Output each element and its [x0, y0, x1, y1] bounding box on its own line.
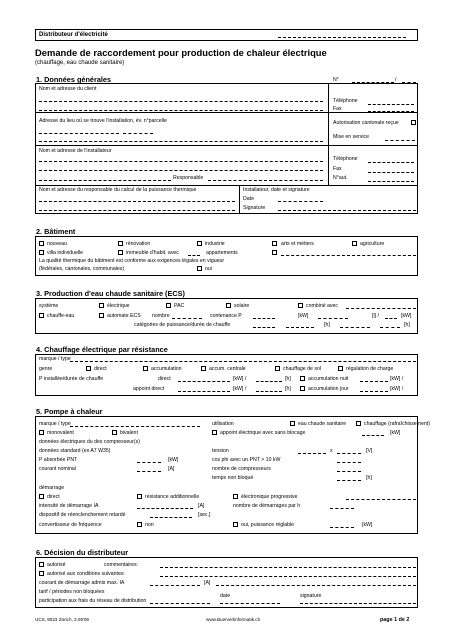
no-label: N°	[333, 77, 339, 83]
section-5-title: 5. Pompe à chaleur	[36, 407, 103, 416]
voltage-x: x	[330, 448, 333, 454]
categories-field-4[interactable]	[380, 327, 400, 328]
compressor-data-label: données électriques du des compresseur(s)	[39, 439, 140, 445]
s5-kw-unit: [kW]	[390, 430, 401, 436]
h-unit: [h]	[324, 322, 330, 328]
pac-checkbox[interactable]	[166, 303, 171, 308]
building-label: immeuble d'habit. avec	[126, 250, 179, 256]
trades-checkbox[interactable]	[272, 241, 277, 246]
signature-field[interactable]	[278, 210, 416, 211]
tariff-label: tarif / périodes non bloquées	[39, 589, 105, 595]
l-unit: [l] /	[372, 313, 379, 319]
service-field[interactable]	[385, 140, 415, 141]
bivalent-checkbox[interactable]	[112, 430, 117, 435]
s4-direct2-label: direct	[158, 376, 171, 382]
responsible-label: Responsable	[173, 175, 204, 181]
acc-day-kw-field[interactable]	[360, 391, 388, 392]
installer-fax-field[interactable]	[368, 172, 414, 173]
s4-kw2-unit: [kW] /	[390, 376, 404, 382]
combined-checkbox[interactable]	[298, 303, 303, 308]
new-label: nouveau	[47, 241, 67, 247]
cosphi-field[interactable]	[337, 462, 361, 463]
site-label: Adresse du lieu où se trouve l'installation, év. n°parcelle	[39, 118, 167, 124]
cosphi-label: cos phi avec un PNT > 10 kW	[212, 457, 281, 463]
voltage-label: tension	[212, 448, 229, 454]
comments-field-1[interactable]	[160, 567, 416, 568]
kw3-unit: [kW]	[362, 522, 373, 528]
installer-tel-field[interactable]	[368, 162, 414, 163]
appoint-h-field[interactable]	[256, 391, 282, 392]
auto-checkbox[interactable]	[99, 313, 104, 318]
s5-brand-field[interactable]	[70, 426, 200, 427]
start-label: démarrage	[39, 485, 65, 491]
contents-field[interactable]	[253, 318, 275, 319]
renovation-checkbox[interactable]	[118, 241, 123, 246]
industry-checkbox[interactable]	[197, 241, 202, 246]
converter-no-label: non	[145, 522, 154, 528]
kw2-unit-s5: [kW]	[168, 457, 179, 463]
s4-h3-unit: [h]	[285, 386, 291, 392]
installer-label: Nom et adresse de l'installateur	[39, 148, 112, 154]
no-slash: /	[395, 77, 397, 83]
s4-brand-field[interactable]	[70, 361, 416, 362]
use-label: utilisation	[212, 421, 234, 427]
distributor-field[interactable]	[278, 37, 406, 38]
categories-label: catégories de puissance/durée de chauffe	[134, 322, 231, 328]
distributor-label: Distributeur d'électricité	[39, 32, 108, 38]
installer-line-3a[interactable]	[39, 180, 171, 181]
service-label: Mise en service	[333, 134, 370, 140]
installer-line-1[interactable]	[39, 161, 323, 162]
section-1-title: 1. Données générales	[36, 75, 112, 84]
installer-tel-label: Téléphone	[333, 156, 358, 162]
calc-line-1[interactable]	[39, 201, 235, 202]
footer-left: UCS, 8023 Zürich, 2.05'09	[35, 617, 89, 622]
s4-central-checkbox[interactable]	[201, 366, 206, 371]
appoint-block-label: appoint électrique avec sans blocage	[220, 430, 306, 436]
block-time-field[interactable]	[337, 480, 361, 481]
pnt-field[interactable]	[137, 462, 161, 463]
n-compressors-label: nombre de compresseurs	[212, 466, 271, 472]
s4-direct-checkbox[interactable]	[86, 366, 91, 371]
h2-unit: [h]	[404, 322, 410, 328]
acc-day-checkbox[interactable]	[300, 386, 305, 391]
nominal-label: courant nominal	[39, 466, 76, 472]
progressive-label: électronique progressive	[241, 494, 298, 500]
number-field[interactable]	[172, 318, 202, 319]
section-3-title: 3. Production d'eau chaude sanitaire (ECS)	[36, 289, 185, 298]
appoint-checkbox[interactable]	[212, 430, 217, 435]
naut-field[interactable]	[368, 181, 414, 182]
electric-checkbox[interactable]	[99, 303, 104, 308]
s4-floor-label: chauffage de sol	[283, 366, 321, 372]
conditions-checkbox[interactable]	[39, 571, 44, 576]
categories-field-3[interactable]	[340, 327, 370, 328]
delay-label: dispositif de réenclenchement retardé	[39, 512, 126, 518]
cooling-checkbox[interactable]	[356, 421, 361, 426]
number-label: nombre	[152, 313, 170, 319]
a-unit-s6: [A]	[204, 580, 211, 586]
combined-label: combiné avec	[306, 303, 339, 309]
trades-label: arts et métiers	[281, 241, 314, 247]
date-label: Date	[243, 196, 254, 202]
building-checkbox[interactable]	[118, 250, 123, 255]
a2-unit: [A]	[198, 503, 205, 509]
boiler-checkbox[interactable]	[39, 313, 44, 318]
s4-central-label: accum. centrale	[209, 366, 246, 372]
intensity-field[interactable]	[137, 508, 193, 509]
acc-night-kw-field[interactable]	[360, 381, 388, 382]
individual-checkbox[interactable]	[39, 250, 44, 255]
s6-date-label: date	[220, 593, 231, 599]
building-other-field[interactable]	[281, 255, 416, 256]
pac-label: PAC	[174, 303, 185, 309]
progressive-field[interactable]	[346, 499, 416, 500]
comments-field-3[interactable]	[216, 585, 416, 586]
appoint-label: appoint direct	[133, 386, 165, 392]
v-unit: [V]	[366, 448, 373, 454]
current-label: courant de démarrage admis max. IA	[39, 580, 125, 586]
boiler-label: chauffe-eau	[47, 313, 75, 319]
s4-kw4-unit: [kW] /	[390, 386, 404, 392]
thermal-note-1: La qualité thermique du bâtiment est conforme aux exigences légales en vigueur	[39, 258, 225, 264]
section-6-title: 6. Décision du distributeur	[36, 548, 129, 557]
comments-field-2[interactable]	[160, 576, 416, 577]
start-direct-checkbox[interactable]	[39, 494, 44, 499]
s4-regulation-checkbox[interactable]	[338, 366, 343, 371]
site-line-2[interactable]	[39, 141, 323, 142]
solar-checkbox[interactable]	[226, 303, 231, 308]
client-tel-field[interactable]	[368, 104, 414, 105]
nominal-field[interactable]	[137, 471, 161, 472]
installer-fax-label: Fax	[333, 166, 342, 172]
power-label: P installée/durée de chauffe	[39, 376, 104, 382]
mono-checkbox[interactable]	[39, 430, 44, 435]
s4-floor-checkbox[interactable]	[275, 366, 280, 371]
cooling-label: chauffage (rafraîchissement)	[364, 421, 430, 427]
s4-kw3-unit: [kW] /	[233, 386, 247, 392]
h-unit-s5: [h]	[366, 475, 372, 481]
s4-direct-kw-field[interactable]	[178, 381, 230, 382]
individual-label: villa individuelle	[47, 250, 84, 256]
agriculture-checkbox[interactable]	[352, 241, 357, 246]
kw2-field[interactable]	[385, 318, 397, 319]
apartments-label: appartements	[206, 250, 238, 256]
kw-unit: [kW]	[298, 313, 309, 319]
system-label: système	[39, 303, 59, 309]
genre-label: genre	[39, 366, 53, 372]
date-field[interactable]	[278, 201, 323, 202]
add-res-label: résistance additionnelle	[145, 494, 200, 500]
litres-field[interactable]	[318, 318, 348, 319]
responsible-field[interactable]	[208, 180, 323, 181]
s4-direct-label: direct	[94, 366, 107, 372]
conditions-label: autorisé aux conditions suivantes:	[47, 571, 125, 577]
categories-field-2[interactable]	[286, 327, 314, 328]
intensity-label: intensité de démarrage IA	[39, 503, 99, 509]
authorized-checkbox[interactable]	[39, 562, 44, 567]
start-direct-label: direct	[47, 494, 60, 500]
s5-brand-label: marque / type	[39, 421, 71, 427]
voltage-field-2[interactable]	[337, 453, 361, 454]
voltage-field-1[interactable]	[298, 453, 326, 454]
contents-label: contenance P	[210, 313, 242, 319]
page-subtitle: (chauffage, eau chaude sanitaire)	[35, 60, 125, 66]
building-other-checkbox[interactable]	[272, 250, 277, 255]
s1-divider-v2	[239, 185, 240, 214]
s4-direct-h-field[interactable]	[256, 381, 282, 382]
client-tel-label: Téléphone	[333, 98, 358, 104]
auto-label: automate ECS	[107, 313, 141, 319]
s4-regulation-label: régulation de charge	[346, 366, 394, 372]
renovation-label: rénovation	[126, 241, 151, 247]
electric-label: électrique	[107, 303, 130, 309]
s4-kw-unit: [kW] /	[233, 376, 247, 382]
section-2-title: 2. Bâtiment	[36, 227, 76, 236]
starts-label: nombre de démarrages par h	[233, 503, 301, 509]
kw2-unit: [kW]	[401, 313, 412, 319]
s6-date-field[interactable]	[220, 603, 280, 604]
s4-accumulation-label: accumulation	[151, 366, 182, 372]
client-label: Nom et adresse du client	[39, 86, 97, 92]
authorization-checkbox[interactable]	[411, 120, 416, 125]
calc-line-2[interactable]	[39, 210, 235, 211]
participation-label: participation aux frais du réseau de distribution	[39, 598, 147, 604]
ecs-checkbox[interactable]	[290, 421, 295, 426]
footer-right: page 1 de 2	[380, 617, 410, 623]
converter-no-checkbox[interactable]	[137, 522, 142, 527]
apartments-field[interactable]	[188, 255, 200, 256]
current-field[interactable]	[150, 585, 200, 586]
s6-signature-label: signature	[300, 593, 322, 599]
s1-divider-h3	[35, 185, 418, 186]
mono-label: monovalent	[47, 430, 74, 436]
appoint-kw-field[interactable]	[362, 435, 384, 436]
s1-divider-v	[328, 83, 329, 185]
acc-night-checkbox[interactable]	[300, 376, 305, 381]
site-line-1b[interactable]	[123, 133, 153, 134]
participation-field[interactable]	[150, 603, 210, 604]
new-checkbox[interactable]	[39, 241, 44, 246]
s4-h-unit: [h]	[285, 376, 291, 382]
authorized-label: autorisé	[47, 562, 66, 568]
categories-field-1[interactable]	[253, 327, 275, 328]
converter-kw-field[interactable]	[330, 527, 354, 528]
signature-block-title: Installateur, date et signature	[243, 187, 310, 193]
no-field-2[interactable]	[402, 82, 416, 83]
client-fax-label: Fax	[333, 106, 342, 112]
acc-night-label: accumulation nuit	[308, 376, 349, 382]
combined-field[interactable]	[346, 308, 416, 309]
signature-label: Signature	[243, 205, 266, 211]
client-fax-field[interactable]	[368, 111, 414, 112]
s6-signature-field[interactable]	[300, 603, 416, 604]
sec-unit: [sec.]	[198, 512, 211, 518]
thermal-yes-label: oui	[205, 266, 212, 272]
s4-brand-label: marque / type	[39, 356, 71, 362]
converter-yes-checkbox[interactable]	[233, 522, 238, 527]
a-unit: [A]	[168, 466, 175, 472]
s1-divider-h1	[35, 112, 418, 113]
footer-center: www.Buerverlinformatik.ch	[206, 617, 261, 622]
thermal-yes-checkbox[interactable]	[197, 266, 202, 271]
industry-label: industrie	[205, 241, 225, 247]
bivalent-label: bivalent	[120, 430, 138, 436]
converter-yes-label: oui, puissance réglable	[241, 522, 295, 528]
site-line-1[interactable]	[39, 133, 119, 134]
thermal-note-2: (fédérales, cantonales, communales)	[39, 266, 125, 272]
authorization-label: Autorisation cantonale reçue	[333, 120, 399, 126]
ecs-label: eau chaude sanitaire	[298, 421, 347, 427]
progressive-checkbox[interactable]	[233, 494, 238, 499]
no-field-1[interactable]	[352, 82, 394, 83]
installer-line-2[interactable]	[39, 170, 323, 171]
naut-label: N°aut.	[333, 175, 348, 181]
delay-field[interactable]	[150, 517, 192, 518]
pnt-label: P absorbée PNT	[39, 457, 78, 463]
section-4-title: 4. Chauffage électrique par résistance	[36, 345, 168, 354]
s4-accumulation-checkbox[interactable]	[143, 366, 148, 371]
appoint-kw-field[interactable]	[178, 391, 230, 392]
block-time-label: temps non bloqué	[212, 475, 254, 481]
n-compressors-field[interactable]	[337, 471, 361, 472]
solar-label: solaire	[234, 303, 250, 309]
comments-label: commentaires:	[104, 562, 139, 568]
client-line-2[interactable]	[39, 110, 323, 111]
calc-label: Nom et adresse du responsable du calcul de la puissance thermique	[39, 187, 197, 193]
std-data-label: données standard (ex A7 W35)	[39, 448, 111, 454]
starts-field[interactable]	[330, 508, 354, 509]
page-title: Demande de raccordement pour production de chaleur électrique	[35, 47, 327, 58]
client-line-1[interactable]	[39, 101, 323, 102]
add-res-checkbox[interactable]	[137, 494, 142, 499]
agriculture-label: agriculture	[360, 241, 385, 247]
s1-divider-h2	[35, 145, 418, 146]
converter-label: convertisseur de fréquence	[39, 522, 102, 528]
acc-day-label: accumulation jour	[308, 386, 349, 392]
